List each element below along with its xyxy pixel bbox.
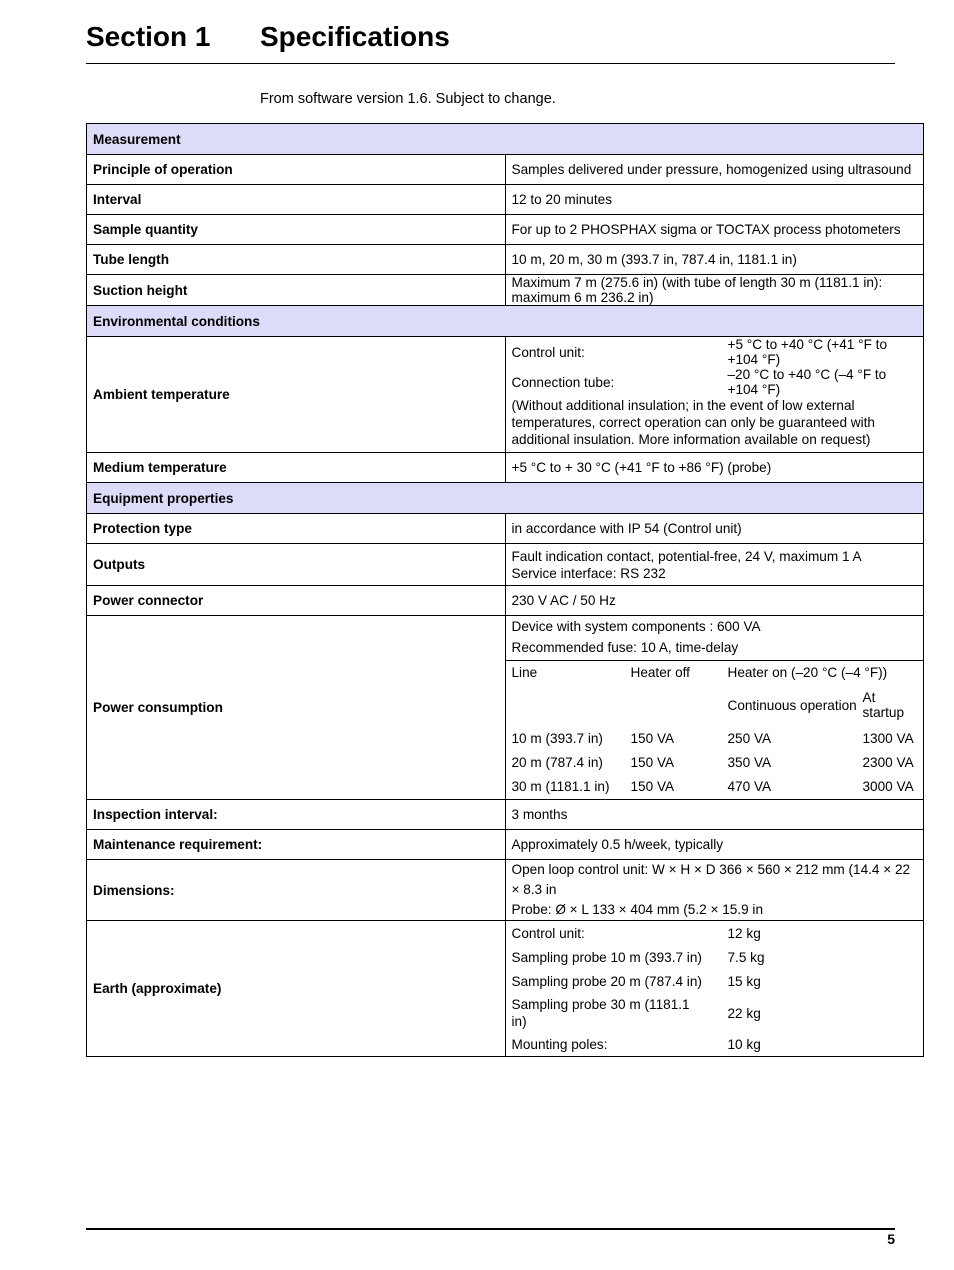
spec-value: Maximum 7 m (275.6 in) (with tube of length 30 m (1181.1 in): maximum 6 m 236.2 in) (505, 275, 924, 306)
earth-item: Control unit: (511, 925, 585, 941)
power-startup: 2300 VA (862, 754, 914, 770)
earth-row (512, 921, 918, 945)
dimensions-line2: Probe: Ø × L 133 × 404 mm (5.2 × 15.9 in (511, 902, 764, 917)
specifications-table (86, 123, 924, 1057)
power-continuous: 470 VA (727, 779, 772, 794)
power-line-length: 30 m (1181.1 in) (511, 779, 610, 794)
power-heater-off: 150 VA (630, 730, 675, 746)
power-row (512, 750, 918, 774)
col-continuous: Continuous operation (727, 697, 857, 713)
ambient-tube-value: –20 °C to +40 °C (–4 °F to +104 °F) (727, 367, 887, 397)
spec-label: Tube length (87, 245, 506, 275)
outputs-line1: Fault indication contact, potential-free, 24 V, maximum 1 A (511, 548, 862, 564)
spec-value: Approximately 0.5 h/week, typically (505, 830, 924, 860)
power-startup: 1300 VA (862, 730, 914, 746)
spec-value: Samples delivered under pressure, homogenized using ultrasound (505, 155, 924, 185)
earth-value: 10 kg (727, 1037, 761, 1052)
ambient-subtable (512, 337, 918, 452)
category-measurement (87, 124, 924, 155)
spec-label: Inspection interval: (87, 800, 506, 830)
earth-item: Sampling probe 30 m (1181.1 in) (511, 997, 690, 1029)
dimensions-line1: Open loop control unit: W × H × D 366 × 560 × 212 mm (14.4 × 22 × 8.3 in (511, 862, 911, 897)
spec-value (505, 921, 924, 1057)
col-startup: At startup (862, 690, 905, 720)
spec-row (87, 453, 924, 483)
col-heater-off: Heater off (630, 665, 690, 680)
spec-value: 3 months (505, 800, 924, 830)
spec-value: 230 V AC / 50 Hz (505, 586, 924, 616)
power-row (512, 726, 918, 750)
spec-label: Maintenance requirement: (87, 830, 506, 860)
spec-label: Dimensions: (87, 860, 506, 921)
page-number: 5 (887, 1231, 895, 1247)
ambient-control-label: Control unit: (511, 344, 585, 360)
category-heading: Equipment properties (87, 483, 924, 514)
spec-label: Power consumption (87, 616, 506, 800)
earth-value: 22 kg (727, 1005, 761, 1021)
spec-value (505, 544, 924, 586)
earth-item: Mounting poles: (511, 1037, 608, 1052)
spec-row (87, 275, 924, 306)
power-heater-off: 150 VA (630, 779, 675, 794)
power-startup: 3000 VA (862, 779, 914, 794)
earth-subtable (512, 921, 918, 1056)
spec-label: Interval (87, 185, 506, 215)
spec-value: in accordance with IP 54 (Control unit) (505, 514, 924, 544)
spec-label: Earth (approximate) (87, 921, 506, 1057)
section-number: Section 1 (86, 21, 211, 52)
spec-row (87, 800, 924, 830)
spec-row (87, 215, 924, 245)
earth-item: Sampling probe 20 m (787.4 in) (511, 973, 702, 989)
power-subtable (512, 661, 918, 799)
section-header (86, 18, 895, 64)
spec-value: +5 °C to + 30 °C (+41 °F to +86 °F) (probe) (505, 453, 924, 483)
spec-label: Protection type (87, 514, 506, 544)
power-heater-off: 150 VA (630, 754, 675, 770)
power-line-length: 10 m (393.7 in) (511, 730, 603, 746)
outputs-line2: Service interface: RS 232 (511, 565, 666, 581)
earth-value: 15 kg (727, 973, 761, 989)
spec-label: Principle of operation (87, 155, 506, 185)
power-row (512, 774, 918, 799)
ambient-note: (Without additional insulation; in the event of low external temperatures, correct operation can only be guaranteed with additional insulation. More information available on request) (511, 398, 875, 447)
power-general (506, 616, 924, 661)
category-environmental (87, 306, 924, 337)
earth-row (512, 969, 918, 993)
spec-row (87, 514, 924, 544)
spec-row (87, 185, 924, 215)
col-line: Line (511, 665, 538, 680)
spec-label: Medium temperature (87, 453, 506, 483)
spec-row (87, 245, 924, 275)
earth-item: Sampling probe 10 m (393.7 in) (511, 949, 702, 965)
spec-value: 12 to 20 minutes (505, 185, 924, 215)
power-line2: Recommended fuse: 10 A, time-delay (511, 640, 739, 655)
section-title: Specifications (260, 21, 450, 52)
power-line-length: 20 m (787.4 in) (511, 754, 603, 770)
spec-label: Outputs (87, 544, 506, 586)
power-continuous: 350 VA (727, 754, 772, 770)
spec-value (505, 860, 924, 921)
power-line1: Device with system components : 600 VA (511, 619, 761, 634)
spec-row (87, 155, 924, 185)
col-heater-on: Heater on (–20 °C (–4 °F)) (727, 665, 888, 680)
spec-row (87, 544, 924, 586)
power-continuous: 250 VA (727, 730, 772, 746)
spec-row (87, 337, 924, 453)
category-heading: Environmental conditions (87, 306, 924, 337)
earth-value: 12 kg (727, 925, 761, 941)
category-equipment (87, 483, 924, 514)
spec-value (505, 337, 924, 453)
earth-row (512, 945, 918, 969)
spec-label: Sample quantity (87, 215, 506, 245)
spec-row (87, 860, 924, 921)
intro-text: From software version 1.6. Subject to change. (260, 91, 556, 107)
spec-label: Ambient temperature (87, 337, 506, 453)
spec-label: Suction height (87, 275, 506, 306)
spec-value (505, 616, 924, 800)
ambient-control-value: +5 °C to +40 °C (+41 °F to +104 °F) (727, 337, 888, 367)
spec-row (87, 830, 924, 860)
spec-row (87, 921, 924, 1057)
earth-value: 7.5 kg (727, 949, 765, 965)
footer-rule (86, 1228, 895, 1230)
ambient-tube-label: Connection tube: (511, 374, 615, 390)
spec-row (87, 616, 924, 800)
earth-row (512, 1033, 918, 1056)
spec-row (87, 586, 924, 616)
spec-value: For up to 2 PHOSPHAX sigma or TOCTAX process photometers (505, 215, 924, 245)
spec-value: 10 m, 20 m, 30 m (393.7 in, 787.4 in, 1181.1 in) (505, 245, 924, 275)
category-heading: Measurement (87, 124, 924, 155)
spec-label: Power connector (87, 586, 506, 616)
earth-row (512, 993, 918, 1033)
